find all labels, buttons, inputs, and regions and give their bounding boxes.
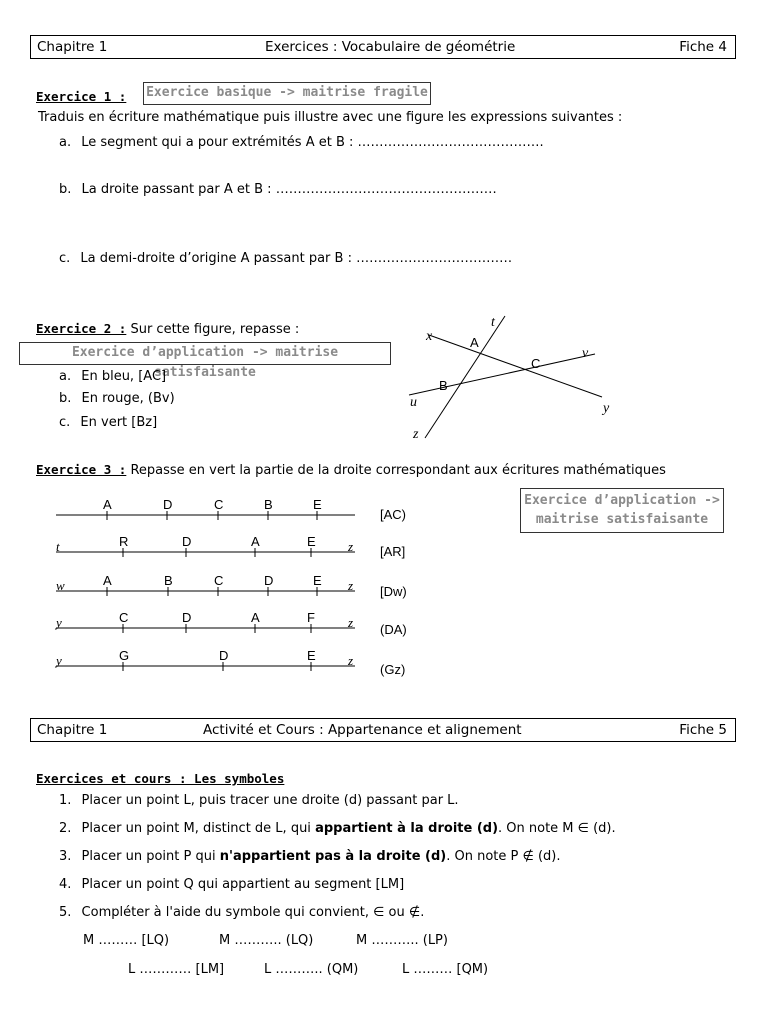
- badge-line-1: Exercice d’application ->: [524, 493, 720, 508]
- exercise-2-figure: [395, 300, 635, 450]
- exercise-3-lines: [50, 492, 430, 682]
- right-label: z: [348, 615, 354, 630]
- item-text-end: . On note P ∉ (d).: [446, 849, 561, 864]
- item-mark: c.: [59, 251, 71, 266]
- item-text: La droite passant par A et B :: [81, 182, 272, 197]
- number-line-3: [56, 573, 407, 599]
- fill-in-6: L ……… [QM): [402, 962, 489, 977]
- header-title: Exercices : Vocabulaire de géométrie: [265, 39, 516, 55]
- fiche-number: Fiche 5: [679, 722, 727, 738]
- item-text-end: . On note M ∈ (d).: [498, 821, 616, 836]
- point-label: D: [182, 534, 192, 549]
- point-label: D: [163, 497, 173, 512]
- point-label: E: [307, 648, 316, 663]
- fill-in-1: M ……… [LQ): [83, 933, 170, 948]
- label-x: x: [426, 329, 433, 344]
- left-label: t: [56, 539, 60, 554]
- exercise-3-level-badge: [520, 488, 724, 533]
- point-label: A: [103, 573, 112, 588]
- number-line-2: [56, 534, 405, 559]
- label-B: B: [439, 378, 448, 393]
- item-text: Placer un point M, distinct de L, qui: [81, 821, 316, 836]
- section-title: Exercices et cours : Les symboles: [36, 771, 285, 786]
- exercise-2-heading: [36, 321, 299, 337]
- item-mark: a.: [59, 369, 72, 384]
- point-label: A: [103, 497, 112, 512]
- item-number: 3.: [59, 849, 72, 864]
- answer-label: [Dw): [380, 584, 407, 599]
- point-label: E: [313, 497, 322, 512]
- item-mark: b.: [59, 391, 72, 406]
- exercise-3-heading: [36, 462, 666, 478]
- answer-label: [AR]: [380, 544, 406, 559]
- exercise-2-instruction: Sur cette figure, repasse :: [130, 322, 300, 337]
- label-z: z: [413, 427, 419, 442]
- exercise-2-item-c: [59, 415, 157, 430]
- symbols-item-3: [59, 849, 560, 864]
- exercise-1-item-c: [59, 251, 512, 266]
- point-label: A: [251, 610, 260, 625]
- item-text: La demi-droite d’origine A passant par B :: [80, 251, 352, 266]
- fill-in-3: M ……….. (LP): [356, 933, 448, 948]
- label-t: t: [491, 315, 495, 330]
- point-label: R: [119, 534, 129, 549]
- chapter-label: Chapitre 1: [37, 722, 108, 738]
- header-title: Activité et Cours : Appartenance et alignement: [203, 722, 522, 738]
- item-mark: c.: [59, 415, 71, 430]
- number-line-4: [54, 610, 407, 637]
- point-label: D: [264, 573, 274, 588]
- exercise-1-title: Exercice 1 :: [36, 89, 127, 104]
- exercise-3-instruction: Repasse en vert la partie de la droite correspondant aux écritures mathématiques: [130, 463, 666, 478]
- label-v: v: [582, 346, 589, 361]
- answer-label: [AC): [380, 507, 406, 522]
- item-text: Compléter à l'aide du symbole qui convient, ∈ ou ∉.: [81, 905, 425, 920]
- exercise-1-item-b: [59, 182, 497, 197]
- item-number: 2.: [59, 821, 72, 836]
- item-text: En vert [Bz]: [80, 415, 158, 430]
- left-label: y: [56, 615, 62, 630]
- point-label: D: [182, 610, 192, 625]
- exercise-1-level-badge: Exercice basique -> maitrise fragile: [143, 82, 431, 105]
- fill-in-5: L ……….. (QM): [264, 962, 359, 977]
- item-text: Placer un point Q qui appartient au segment [LM]: [81, 877, 405, 892]
- item-bold-text: appartient à la droite (d): [315, 821, 499, 836]
- right-label: z: [348, 539, 354, 554]
- item-number: 5.: [59, 905, 72, 920]
- fiche5-header: [30, 718, 736, 742]
- answer-dots: …………………………………….: [357, 135, 544, 150]
- answer-label: (Gz): [380, 662, 406, 677]
- point-label: A: [251, 534, 260, 549]
- fill-in-2: M ……….. (LQ): [219, 933, 314, 948]
- label-y: y: [603, 401, 610, 416]
- point-label: C: [214, 497, 224, 512]
- number-line-1: [56, 497, 406, 522]
- exercise-2-item-b: [59, 391, 175, 406]
- chapter-label: Chapitre 1: [37, 39, 108, 55]
- label-C: C: [531, 356, 541, 371]
- point-label: E: [307, 534, 316, 549]
- point-label: C: [119, 610, 129, 625]
- badge-line-2: maitrise satisfaisante: [535, 512, 709, 527]
- exercise-3-title: Exercice 3 :: [36, 462, 127, 477]
- label-u: u: [410, 395, 417, 410]
- line-tz: [425, 316, 505, 438]
- number-line-5: [54, 648, 405, 677]
- item-number: 1.: [59, 793, 72, 808]
- symbols-item-5: [59, 905, 424, 920]
- point-label: C: [214, 573, 224, 588]
- line-xy: [429, 335, 602, 397]
- answer-label: (DA): [380, 622, 407, 637]
- point-label: F: [307, 610, 315, 625]
- left-label: w: [56, 578, 65, 593]
- fill-in-4: L ………… [LM]: [128, 962, 225, 977]
- point-label: B: [164, 573, 173, 588]
- item-text: Placer un point P qui: [81, 849, 220, 864]
- item-text: En bleu, [AC]: [81, 369, 167, 384]
- exercise-2-item-a: [59, 369, 166, 384]
- fiche-number: Fiche 4: [679, 39, 727, 55]
- symbols-item-2: [59, 821, 616, 836]
- point-label: D: [219, 648, 229, 663]
- exercise-1-instruction: Traduis en écriture mathématique puis illustre avec une figure les expressions suivantes :: [38, 110, 623, 125]
- symbols-item-1: [59, 793, 459, 808]
- exercise-2-level-badge: Exercice d’application -> maitrise satisfaisante: [19, 342, 391, 365]
- fiche4-header: [30, 35, 736, 59]
- item-text: En rouge, (Bv): [81, 391, 175, 406]
- exercise-1-item-a: [59, 135, 544, 150]
- item-mark: b.: [59, 182, 72, 197]
- item-text: Placer un point L, puis tracer une droite (d) passant par L.: [81, 793, 459, 808]
- symbols-item-4: [59, 877, 404, 892]
- item-mark: a.: [59, 135, 72, 150]
- item-text: Le segment qui a pour extrémités A et B :: [81, 135, 354, 150]
- left-label: y: [56, 653, 62, 668]
- item-number: 4.: [59, 877, 72, 892]
- answer-dots: ………………………………: [356, 251, 513, 266]
- point-label: E: [313, 573, 322, 588]
- point-label: G: [119, 648, 130, 663]
- exercise-2-title: Exercice 2 :: [36, 321, 127, 336]
- label-A: A: [470, 335, 479, 350]
- line-uv: [409, 354, 595, 395]
- point-label: B: [264, 497, 273, 512]
- right-label: z: [348, 653, 354, 668]
- answer-dots: ……………………………………………: [275, 182, 497, 197]
- right-label: z: [348, 578, 354, 593]
- item-bold-text: n'appartient pas à la droite (d): [219, 849, 447, 864]
